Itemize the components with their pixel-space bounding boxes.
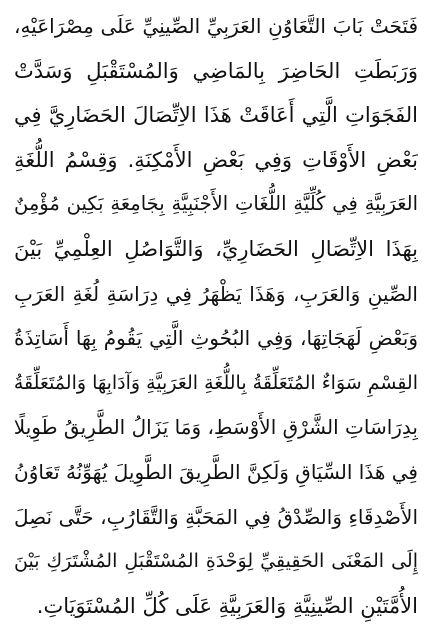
text-line: وَبَعْضِ لَهَجَاتِهَا، وَفِي البُحُوثِ الَّتِي يَقُومُ بِهَا أَسَاتِذَةُ <box>14 326 418 351</box>
text-line: بَعْضِ الأَوْقَاتِ وَفِي بَعْضِ الأَمْكِنَةِ. وَقِسْمُ اللُّغَةِ <box>14 147 418 172</box>
text-line: فَتَحَتْ بَابَ التَّعَاوُنِ العَرَبِيِّ الصِّينِيِّ عَلَى مِصْرَاعَيْهِ، <box>14 14 418 38</box>
text-line: العَرَبِيَّةِ فِي كُلِّيَّةِ اللُّغَاتِ الأَجْنَبِيَّةِ بِجَامِعَةِ بَكِين مُؤْمِنٌ <box>14 192 418 216</box>
text-line: إِلَى المَعْنَى الحَقِيقِيِّ لِوَحْدَةِ المُسْتَقْبَلِ المُشْتَرَكِ بَيْنَ <box>14 550 418 573</box>
text-line: الفَجَوَاتِ الَّتِي أَعَاقَتْ هَذَا الاِتِّصَالَ الحَضَارِيَّ فِي <box>14 103 418 128</box>
text-line: وَرَبَطَتِ الحَاضِرَ بِالمَاضِي وَالمُسْتَقْبَلِ وَسَدَّتْ <box>14 58 418 83</box>
text-line: الصِّينِ وَالعَرَبِ، وَهَذَا يَظْهَرُ فِي دِرَاسَةِ لُغَةِ العَرَبِ <box>14 281 418 306</box>
text-line-last: الأُمَّتَيْنِ الصِّينِيَّةِ وَالعَرَبِيَّةِ عَلَى كُلِّ المُسْتَوَيَاتِ. <box>36 593 418 618</box>
text-line: بِهَذَا الاِتِّصَالِ الحَضَارِيِّ، وَالتَّوَاصُلِ العِلْمِيِّ بَيْنَ <box>14 236 418 261</box>
text-line: فِي هَذَا السِّيَاقِ وَلَكِنَّ الطَّرِيقَ الطَّوِيلَ يُهَوِّنُهُ تَعَاوُنُ <box>14 459 418 484</box>
arabic-paragraph <box>14 4 418 628</box>
text-line: القِسْمِ سَوَاءٌ المُتَعَلِّقَةُ بِاللُّغَةِ العَرَبِيَّةِ وَآدَابِهَا وَالمُتَعَلِّقَةُ <box>14 371 418 394</box>
text-line: الأَصْدِقَاءِ وَالصِّدْقُ فِي المَحَبَّةِ وَالتَّقَارُبِ، حَتَّى نَصِلَ <box>14 504 418 529</box>
text-line: بِدِرَاسَاتِ الشَّرْقِ الأَوْسَطِ، وَمَا يَزَالُ الطَّرِيقُ طَوِيلًا <box>14 415 418 440</box>
